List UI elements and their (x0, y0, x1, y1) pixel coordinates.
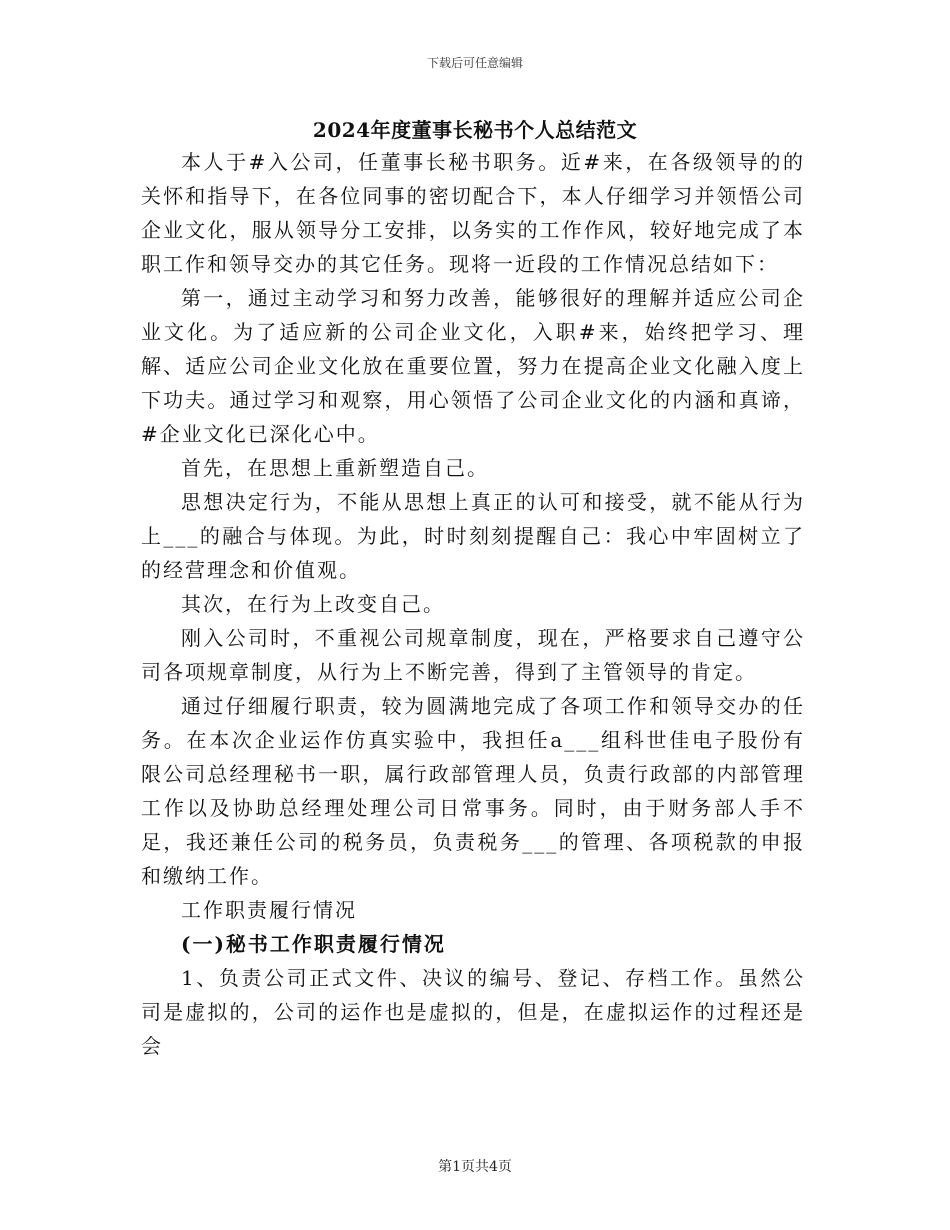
paragraph-behavior: 其次，在行为上改变自己。 (181, 592, 445, 616)
paragraph-item-1: 1、负责公司正式文件、决议的编号、登记、存档工作。虽然公司是虚拟的，公司的运作也是虚拟的，但是，在虚拟运作的过程还是会 (141, 966, 805, 1058)
paragraph-duties: 通过仔细履行职责，较为圆满地完成了各项工作和领导交办的任务。在本次企业运作仿真实验中，我担任a___组科世佳电子股份有限公司总经理秘书一职，属行政部管理人员，负责行政部的内部管理工作以及协助总经理处理公司日常事务。同时，由于财务部人手不足，我还兼任公司的税务员，负责税务___的管理、各项税款的申报和缴纳工作。 (141, 694, 805, 888)
paragraph-intro: 本人于#入公司，任董事长秘书职务。近#来，在各级领导的的关怀和指导下，在各位同事的密切配合下，本人仔细学习并领悟公司企业文化，服从领导分工安排，以务实的工作作风，较好地完成了本职工作和领导交办的其它任务。现将一近段的工作情况总结如下： (141, 150, 805, 276)
paragraph-thought: 首先，在思想上重新塑造自己。 (181, 456, 489, 480)
paragraph-thought-detail: 思想决定行为，不能从思想上真正的认可和接受，就不能从行为上___的融合与体现。为此，时时刻刻提醒自己：我心中牢固树立了的经营理念和价值观。 (141, 490, 805, 582)
subsection-heading-secretary: (一)秘书工作职责履行情况 (181, 932, 446, 956)
header-note: 下载后可任意编辑 (426, 56, 523, 70)
page-footer: 第1页共4页 (438, 1159, 512, 1175)
document-body (141, 145, 805, 1063)
document-title: 2024年度董事长秘书个人总结范文 (312, 118, 638, 142)
paragraph-first-point: 第一，通过主动学习和努力改善，能够很好的理解并适应公司企业文化。为了适应新的公司企业文化，入职#来，始终把学习、理解、适应公司企业文化放在重要位置，努力在提高企业文化融入度上下功夫。通过学习和观察，用心领悟了公司企业文化的内涵和真谛，#企业文化已深化心中。 (141, 286, 805, 446)
paragraph-behavior-detail: 刚入公司时，不重视公司规章制度，现在，严格要求自己遵守公司各项规章制度，从行为上不断完善，得到了主管领导的肯定。 (141, 626, 805, 684)
section-heading-duties: 工作职责履行情况 (181, 898, 357, 922)
